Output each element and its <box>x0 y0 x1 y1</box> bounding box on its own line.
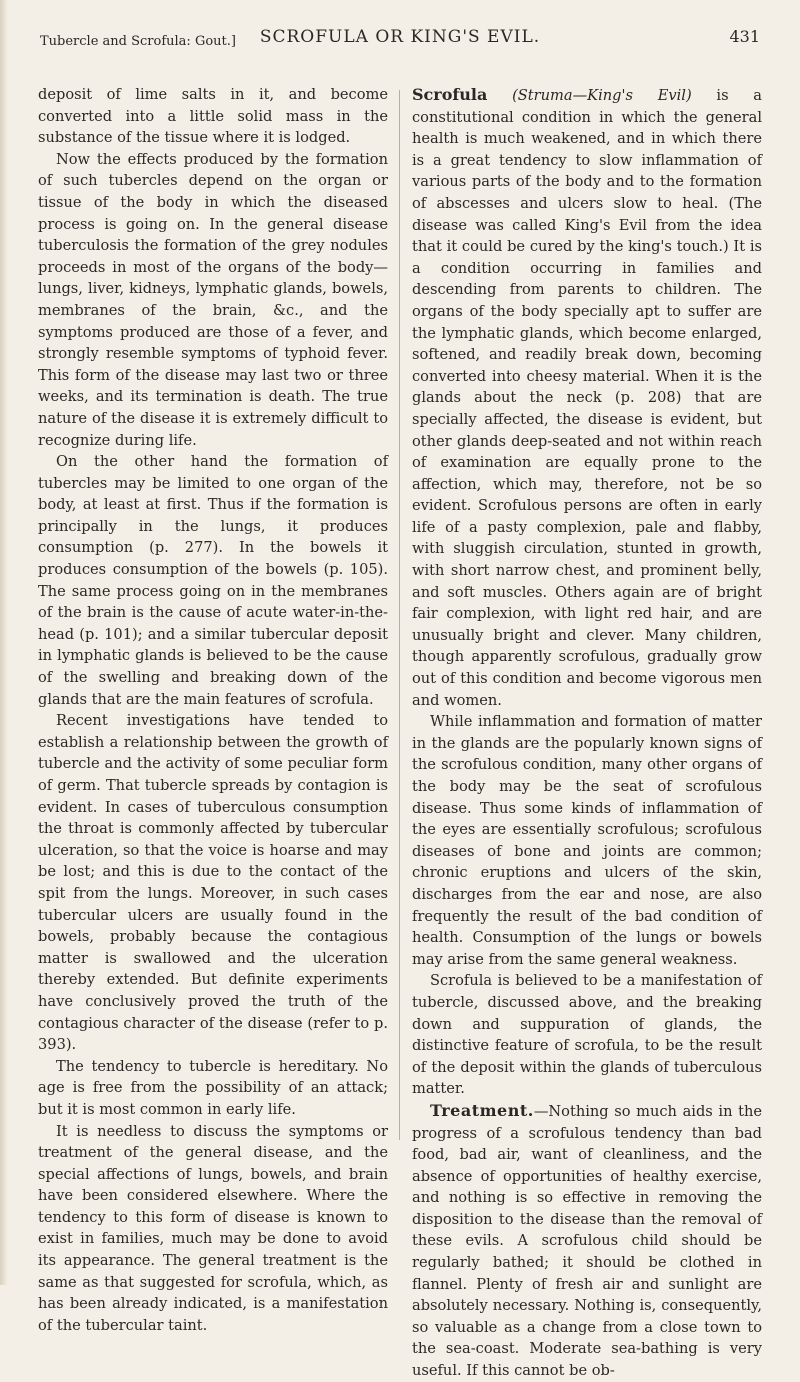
paragraph: On the other hand the formation of tubercles may be limited to one organ of the body, at least at first. Thus if the formation is principally in the lungs, it produces consumption (p. 277). In the bowels it produces consumption of the bowels (p. 105). The same process going on in the membranes of the brain is the cause of acute water-in-the-head (p. 101); and a similar tubercular deposit in lymphatic glands is believed to be the cause of the swelling and breaking down of the glands that are the main features of scrofula. <box>38 453 388 708</box>
scrofula-text: is a constitutional condition in which the general health is much weakened, and in which there is a great tendency to slow inflammation of various parts of the body and to the formation of abscesses and ulcers slow to heal. (The disease was called King's Evil from the idea that it could be cured by the king's touch.) It is a condition occurring in families and descending from parents to children. The organs of the body specially apt to suffer are the lymphatic glands, which become enlarged, softened, and readily break down, becoming converted into cheesy material. When it is the glands about the neck (p. 208) that are specially affected, the disease is evident, but other glands deep-seated and not within reach of examination are equally prone to the affection, which may, therefore, not be so evident. Scrofulous persons are often in early life of a pasty complexion, pale and flabby, with sluggish circulation, stunted in growth, with short narrow chest, and prominent belly, and soft muscles. Others again are of bright fair complexion, with light red hair, and are unusually bright and clever. Many children, though apparently scrofulous, gradually grow out of this condition and become vigorous men and women. <box>412 87 762 709</box>
paragraph: Scrofula is believed to be a manifestation of tubercle, discussed above, and the breaking down and suppuration of glands, the distinctive feature of scrofula, to be the result of the deposit within the glands of tuberculous matter. <box>412 972 762 1098</box>
paragraph: While inflammation and formation of matter in the glands are the popularly known signs of the scrofulous condition, many other organs of the body may be the seat of scrofulous disease. Thus some kinds of inflammation of the eyes are essentially scrofulous; scrofulous diseases of bone and joints are common; chronic eruptions and ulcers of the skin, discharges from the ear and nose, are also frequently the result of the bad condition of health. Consumption of the lungs or bowels may arise from the same general weakness. <box>412 713 762 968</box>
page-title: SCROFULA OR KING'S EVIL. <box>259 27 541 47</box>
paragraph: Recent investigations have tended to establish a relationship between the growth of tubercle and the activity of some peculiar form of germ. That tubercle spreads by contagion is evident. In cases of tuberculous consumption the throat is commonly affected by tubercular ulceration, so that the voice is hoarse and may be lost; and this is due to the contact of the spit from the lungs. Moreover, in such cases tubercular ulcers are usually found in the bowels, probably because the contagious matter is swallowed and the ulceration thereby extended. But definite experiments have conclusively proved the truth of the contagious character of the disease (refer to p. 393). <box>38 712 388 1054</box>
scrofula-alias: (Struma—King's Evil) <box>512 87 692 104</box>
treatment-text: —Nothing so much aids in the progress of a scrofulous tendency than bad food, bad air, want of cleanliness, and the absence of opportunities of healthy exercise, and nothing is so effective in removing the disposition to the disease than the removal of these evils. A scrofulous child should be regularly bathed; it should be clothed in flannel. Plenty of fresh air and sunlight are absolutely necessary. Nothing is, consequently, so valuable as a change from a close town to the sea-coast. Moderate sea-bathing is very useful. If this cannot be ob- <box>412 1102 762 1380</box>
page-number: 431 <box>729 27 760 46</box>
paragraph: deposit of lime salts in it, and become converted into a little solid mass in the substance of the tissue where it is lodged. <box>38 86 388 147</box>
column-divider <box>399 90 400 1140</box>
page-edge-shadow <box>0 0 8 1285</box>
right-column <box>412 84 762 1382</box>
scrofula-heading: Scrofula <box>412 85 488 104</box>
treatment-heading: Treatment. <box>430 1100 534 1120</box>
paragraph: Now the effects produced by the formation of such tubercles depend on the organ or tissue of the body in which the diseased process is going on. In the general disease tuberculosis the formation of the grey nodules proceeds in most of the organs of the body—lungs, liver, kidneys, lymphatic glands, bowels, membranes of the brain, &c., and the symptoms produced are those of a fever, and strongly resemble symptoms of typhoid fever. This form of the disease may last two or three weeks, and its termination is death. The true nature of the disease it is extremely difficult to recognize during life. <box>38 150 388 449</box>
running-header <box>0 26 800 56</box>
paragraph: The tendency to tubercle is hereditary. No age is free from the possibility of an attack; but it is most common in early life. <box>38 1057 388 1118</box>
paragraph: It is needless to discuss the symptoms or treatment of the general disease, and the special affections of lungs, bowels, and brain have been considered elsewhere. Where the tendency to this form of disease is known to exist in families, much may be done to avoid its appearance. The general treatment is the same as that suggested for scrofula, which, as has been already indicated, is a manifestation of the tubercular taint. <box>38 1122 388 1334</box>
section-label: Tubercle and Scrofula: Gout.] <box>40 34 236 49</box>
treatment-paragraph <box>412 1100 762 1382</box>
left-column <box>38 84 388 1336</box>
scrofula-paragraph <box>412 84 762 711</box>
